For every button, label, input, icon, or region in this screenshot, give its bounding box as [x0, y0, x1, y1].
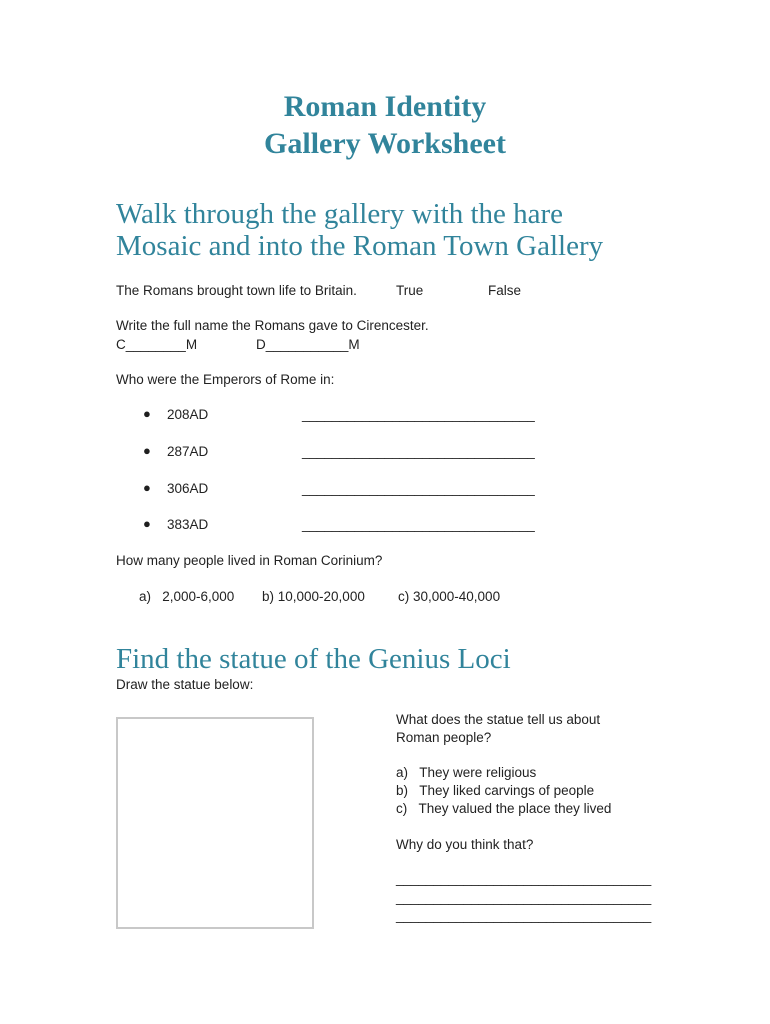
- q4-option-a: a) 2,000-6,000: [139, 589, 235, 604]
- q1-option-true: True: [396, 283, 424, 298]
- section2-heading: Find the statue of the Genius Loci: [116, 643, 511, 675]
- statue-option-c: c) They valued the place they lived: [396, 801, 612, 816]
- year-label: 208AD: [167, 407, 209, 422]
- worksheet-title-line2: Gallery Worksheet: [264, 127, 506, 160]
- why-question: Why do you think that?: [396, 837, 534, 852]
- statue-option-b: b) They liked carvings of people: [396, 783, 595, 798]
- statue-question-line2: Roman people?: [396, 730, 492, 745]
- statue-option-a: a) They were religious: [396, 765, 537, 780]
- q1-text: The Romans brought town life to Britain.: [116, 283, 357, 298]
- year-label: 383AD: [167, 517, 209, 532]
- answer-line: _______________________________: [302, 481, 535, 496]
- why-answer-line: __________________________________: [396, 871, 652, 886]
- q2-blank-d: D___________M: [256, 337, 360, 352]
- q4-option-c: c) 30,000-40,000: [398, 589, 501, 604]
- why-answer-line: __________________________________: [396, 908, 652, 923]
- year-label: 306AD: [167, 481, 209, 496]
- answer-line: _______________________________: [302, 517, 535, 532]
- bullet-icon: ●: [143, 480, 151, 495]
- section1-heading-line2: Mosaic and into the Roman Town Gallery: [116, 230, 604, 262]
- bullet-icon: ●: [143, 443, 151, 458]
- why-answer-line: __________________________________: [396, 890, 652, 905]
- statue-question-line1: What does the statue tell us about: [396, 712, 601, 727]
- worksheet-title-line1: Roman Identity: [283, 90, 487, 123]
- q1-option-false: False: [488, 283, 522, 298]
- q3-text: Who were the Emperors of Rome in:: [116, 372, 335, 387]
- answer-line: _______________________________: [302, 444, 535, 459]
- section1-heading-line1: Walk through the gallery with the hare: [116, 198, 564, 230]
- bullet-icon: ●: [143, 406, 151, 421]
- q4-text: How many people lived in Roman Corinium?: [116, 553, 383, 568]
- q2-text: Write the full name the Romans gave to Cirencester.: [116, 318, 429, 333]
- q2-blank-c: C________M: [116, 337, 198, 352]
- q4-option-b: b) 10,000-20,000: [262, 589, 365, 604]
- drawing-box: [116, 717, 314, 929]
- year-label: 287AD: [167, 444, 209, 459]
- draw-instruction: Draw the statue below:: [116, 677, 254, 692]
- answer-line: _______________________________: [302, 407, 535, 422]
- bullet-icon: ●: [143, 516, 151, 531]
